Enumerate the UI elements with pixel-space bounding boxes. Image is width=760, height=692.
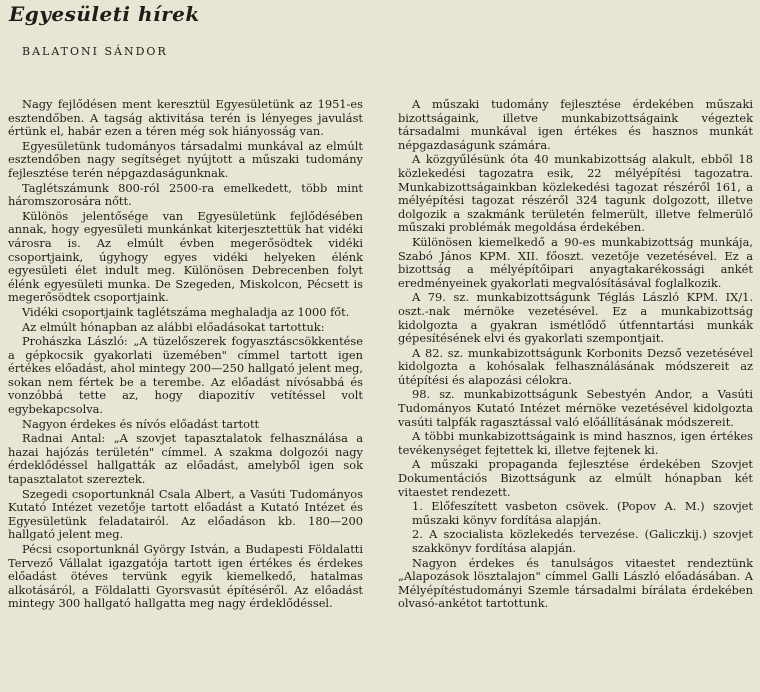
author-name: BALATONI SÁNDOR bbox=[22, 45, 168, 58]
paragraph: Taglétszámunk 800-ról 2500-ra emelkedett, több mint háromszorosára nőtt. bbox=[8, 180, 363, 209]
paragraph: Prohászka László: „A tüzelőszerek fogyasztáscsökkentése a gépkocsik gyakorlati üzemében" címmel tartott igen értékes előadást, ahol mintegy 200—250 hallgató jelent meg, sokan nem fértek be a terembe. Az előadást nívósabbá és vonzóbbá tette az, hogy diapozitív vetítéssel volt egybekapcsolva. bbox=[8, 334, 363, 417]
paragraph: A műszaki propaganda fejlesztése érdekében Szovjet Dokumentációs Bizottságunk az elmúlt hónapban két vitaestet rendezett. bbox=[398, 457, 753, 499]
numbered-list bbox=[398, 500, 753, 555]
paragraph: A 79. sz. munkabizottságunk Téglás László KPM. IX/1. oszt.-nak mérnöke vezetésével. Ez a munkabizottság kidolgozta a gyakran ismétlődő útfenntartási munkák gépesítésének elvi és gyakorlati szempontjait. bbox=[398, 290, 753, 346]
right-column bbox=[398, 98, 753, 612]
list-item: 1. Előfeszített vasbeton csövek. (Popov A. M.) szovjet műszaki könyv fordítása alapján. bbox=[412, 499, 753, 527]
paragraph: A műszaki tudomány fejlesztése érdekében műszaki bizottságaink, illetve munkabizottságaink végeztek társadalmi munkával igen értékes és hasznos munkát népgazdaságunk számára. bbox=[398, 97, 753, 152]
paragraph: Egyesületünk tudományos társadalmi munkával az elmúlt esztendőben nagy segítséget nyújtott a műszaki tudomány fejlesztése terén népgazdaságunknak. bbox=[8, 138, 363, 180]
paragraph: Nagy fejlődésen ment keresztül Egyesületünk az 1951-es esztendőben. A tagság aktivitása terén is lényeges javulást értünk el, habár ezen a téren még sok hiányosság van. bbox=[8, 97, 363, 139]
paragraph: Pécsi csoportunknál György István, a Budapesti Földalatti Tervező Vállalat igazgatója tartott igen értékes és érdekes előadást ötéves tervünk egyik kiemelkedő, hatalmas alkotásáról, a Földalatti Gyorsvasút építéséről. Az előadást mintegy 300 hallgató hallgatta meg nagy érdeklődéssel. bbox=[8, 542, 363, 611]
left-column bbox=[8, 98, 363, 612]
paragraph: 98. sz. munkabizottságunk Sebestyén Andor, a Vasúti Tudományos Kutató Intézet mérnöke vezetésével kidolgozta vasúti talpfák ragasztással való előállításának módszereit. bbox=[398, 387, 753, 429]
paragraph: Szegedi csoportunknál Csala Albert, a Vasúti Tudományos Kutató Intézet vezetője tartott előadást a Kutató Intézet és Egyesületünk feladatairól. Az előadáson kb. 180—200 hallgató jelent meg. bbox=[8, 486, 363, 542]
paragraph: Nagyon érdekes és tanulságos vitaestet rendeztünk „Alapozások lösztalajon" címmel Galli László előadásában. A Mélyépítéstudományi Szemle társadalmi bírálata érdekében olvasó-ankétot tartottunk. bbox=[398, 555, 753, 611]
paragraph: A 82. sz. munkabizottságunk Korbonits Dezső vezetésével kidolgozta a kohósalak felhasználásának módszereit az útépítési és alapozási célokra. bbox=[398, 345, 753, 387]
section-title: Egyesületi hírek bbox=[9, 2, 200, 26]
paragraph: A többi munkabizottságaink is mind hasznos, igen értékes tevékenységet fejtettek ki, illetve fejtenek ki. bbox=[398, 429, 753, 457]
paragraph: Különös jelentősége van Egyesületünk fejlődésében annak, hogy egyesületi munkánkat kiterjesztettük hat vidéki városra is. Az elmúlt évben megerősödtek vidéki csoportjaink, úgyhogy egyes vidéki helyeken élénk egyesületi élet indult meg. Különösen Debrecenben folyt élénk egyesületi munka. De Szegeden, Miskolcon, Pécsett is megerősödtek csoportjaink. bbox=[8, 208, 363, 305]
paragraph: Nagyon érdekes és nívós előadást tartott bbox=[22, 416, 260, 431]
paragraph: Különösen kiemelkedő a 90-es munkabizottság munkája, Szabó János KPM. XII. főoszt. vezetője vezetésével. Ez a bizottság a mélyépítőipari anyagtakarékossági ankét eredményeinek gyakorlati megvalósításával foglalkozik. bbox=[398, 234, 753, 290]
paragraph: Radnai Antal: „A szovjet tapasztalatok felhasználása a hazai hajózás területén" címmel. A szakma dolgozói nagy érdeklődéssel hallgatták az előadást, amelyből igen sok tapasztalatot szereztek. bbox=[8, 431, 363, 487]
paragraph: A közgyűlésünk óta 40 munkabizottság alakult, ebből 18 közlekedési tagozatra esik, 22 mélyépítési tagozatra. Munkabizottságainkban közlekedési tagozat részéről 161, a mélyépítési tagozat részéről 324 tagunk dolgozott, illetve dolgozik a szakmánk területén felmerült, illetve felmerülő műszaki problémák megoldása érdekében. bbox=[398, 152, 753, 235]
list-item: 2. A szocialista közlekedés tervezése. (Galiczkij.) szovjet szakkönyv fordítása alapján. bbox=[412, 527, 753, 555]
paragraph: Az elmúlt hónapban az alábbi előadásokat tartottuk: bbox=[22, 319, 325, 334]
paragraph: Vidéki csoportjaink taglétszáma meghaladja az 1000 főt. bbox=[22, 304, 350, 319]
